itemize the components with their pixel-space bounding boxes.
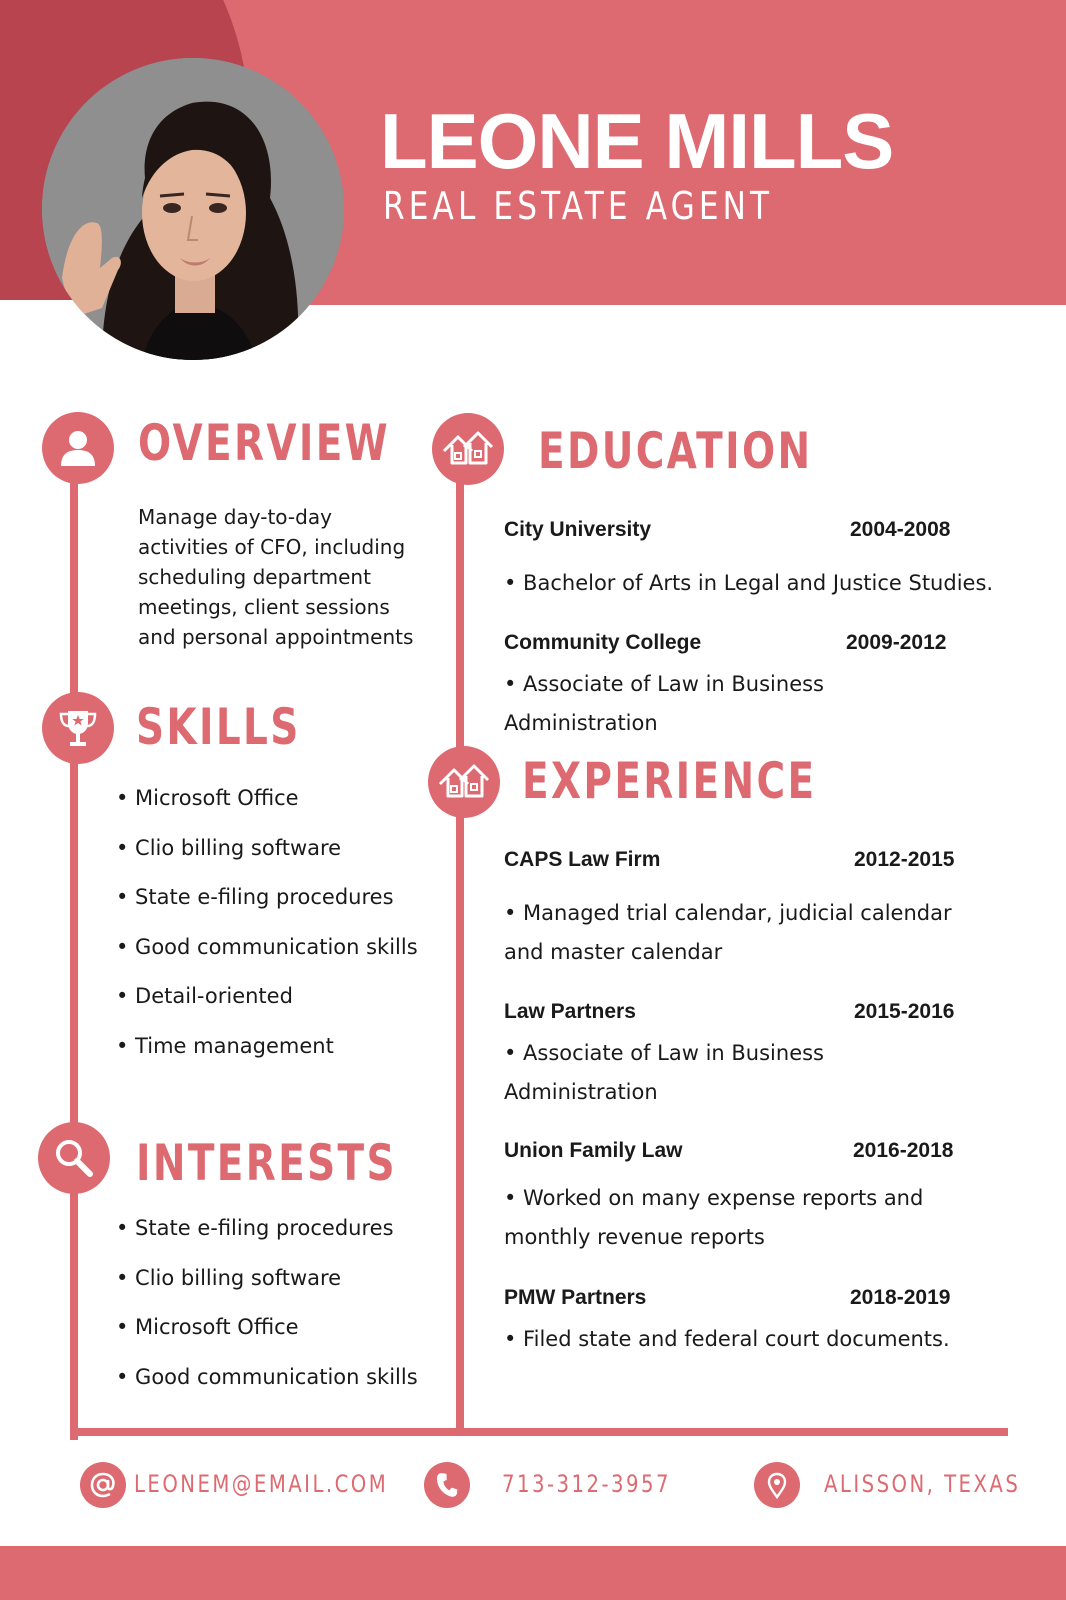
overview-title: OVERVIEW bbox=[138, 414, 391, 472]
entry-years: 2015-2016 bbox=[854, 1000, 955, 1023]
location-text: ALISSON, TEXAS bbox=[824, 1470, 1021, 1498]
education-title: EDUCATION bbox=[538, 422, 813, 480]
entry-org: PMW Partners bbox=[504, 1286, 647, 1309]
phone-link[interactable]: 713-312-3957 bbox=[502, 1470, 671, 1498]
entry-org: City University bbox=[504, 518, 652, 541]
list-item: • Time management bbox=[116, 1033, 334, 1058]
entry-org: Community College bbox=[504, 631, 702, 654]
list-item: • State e-filing procedures bbox=[116, 885, 394, 909]
entry-org: Union Family Law bbox=[504, 1139, 683, 1162]
overview-text: Manage day-to-day activities of CFO, including scheduling department meetings, client sessions and personal appointments bbox=[138, 505, 414, 649]
list-item: • Clio billing software bbox=[116, 835, 342, 860]
list-item: • State e-filing procedures bbox=[116, 1216, 394, 1240]
experience-entry bbox=[504, 1139, 1004, 1257]
left-timeline-line bbox=[70, 460, 78, 1440]
magnifier-icon bbox=[38, 1122, 110, 1194]
entry-description: • Filed state and federal court documents. bbox=[504, 1327, 950, 1351]
candidate-role: REAL ESTATE AGENT bbox=[383, 184, 774, 228]
trophy-icon bbox=[42, 692, 114, 764]
entry-org: CAPS Law Firm bbox=[504, 848, 661, 871]
entry-description: • Associate of Law in Business Administration bbox=[504, 1041, 824, 1104]
entry-years: 2009-2012 bbox=[846, 631, 947, 654]
houses-icon bbox=[428, 746, 500, 818]
profile-photo bbox=[42, 58, 344, 360]
experience-title: EXPERIENCE bbox=[522, 752, 817, 810]
interests-title: INTERESTS bbox=[136, 1134, 397, 1192]
experience-entry bbox=[504, 1000, 1004, 1112]
interests-list bbox=[116, 1216, 418, 1414]
list-item: • Clio billing software bbox=[116, 1265, 342, 1290]
experience-entry bbox=[504, 1286, 1004, 1359]
entry-years: 2016-2018 bbox=[853, 1139, 954, 1162]
email-link[interactable]: LEONEM@EMAIL.COM bbox=[134, 1470, 389, 1498]
experience-entry bbox=[504, 848, 1004, 972]
at-sign-icon bbox=[80, 1462, 126, 1508]
bottom-timeline-line bbox=[70, 1428, 1008, 1436]
list-item: • Good communication skills bbox=[116, 1364, 418, 1389]
list-item: • Good communication skills bbox=[116, 934, 418, 959]
skills-title: SKILLS bbox=[136, 698, 301, 756]
education-entry bbox=[504, 631, 1004, 743]
entry-description: • Bachelor of Arts in Legal and Justice Studies. bbox=[504, 571, 994, 595]
list-item: • Microsoft Office bbox=[116, 1315, 299, 1339]
houses-icon bbox=[432, 413, 504, 485]
entry-years: 2004-2008 bbox=[850, 518, 951, 541]
list-item: • Detail-oriented bbox=[116, 984, 293, 1008]
entry-description: • Worked on many expense reports and monthly revenue reports bbox=[504, 1186, 924, 1249]
entry-description: • Associate of Law in Business Administration bbox=[504, 672, 824, 735]
entry-years: 2012-2015 bbox=[854, 848, 955, 871]
entry-org: Law Partners bbox=[504, 1000, 636, 1023]
candidate-name: LEONE MILLS bbox=[380, 97, 894, 185]
list-item: • Microsoft Office bbox=[116, 786, 299, 810]
entry-years: 2018-2019 bbox=[850, 1286, 951, 1309]
entry-description: • Managed trial calendar, judicial calendar and master calendar bbox=[504, 901, 952, 964]
map-pin-icon bbox=[754, 1462, 800, 1508]
right-timeline-line bbox=[456, 460, 464, 1428]
phone-icon bbox=[424, 1462, 470, 1508]
education-entry bbox=[504, 518, 1004, 603]
footer-band bbox=[0, 1546, 1066, 1600]
skills-list bbox=[116, 786, 418, 1083]
user-icon bbox=[42, 412, 114, 484]
